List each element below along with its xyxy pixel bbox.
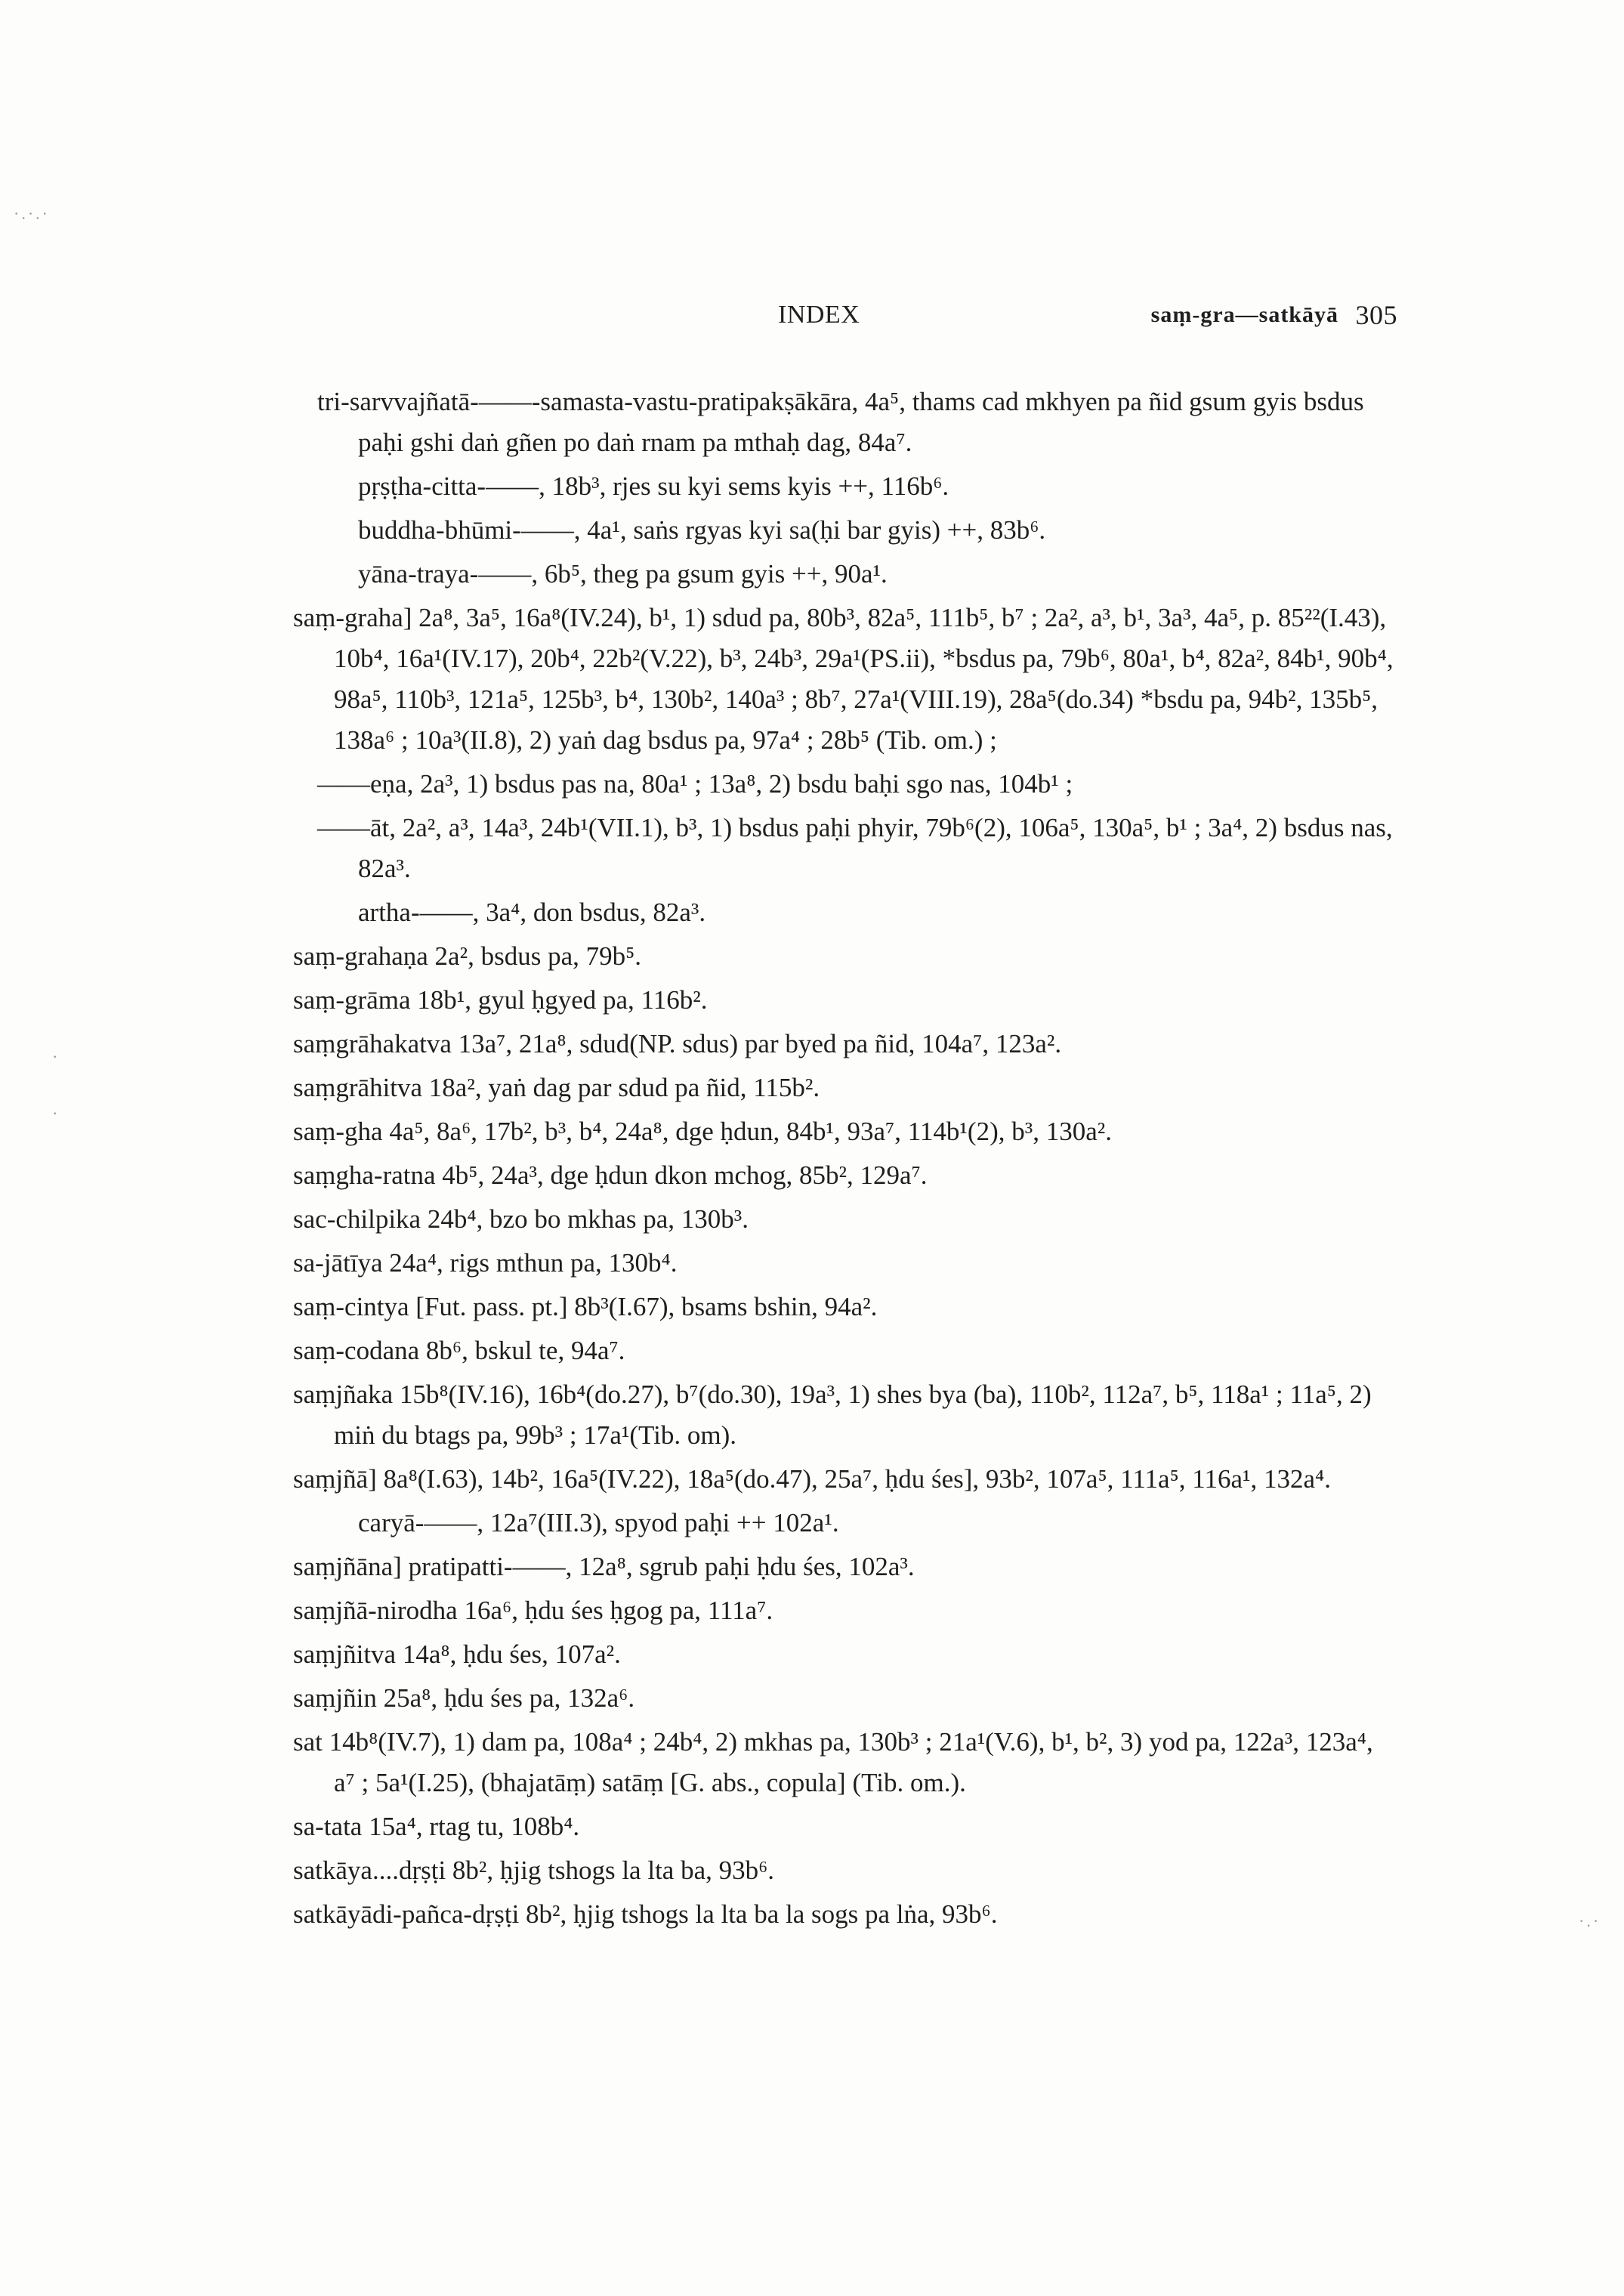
index-entry: artha-——, 3a⁴, don bsdus, 82a³.: [358, 898, 706, 927]
running-header: [778, 299, 1397, 335]
index-entry: tri-sarvvajñatā-——-samasta-vastu-pratipakṣākāra, 4a⁵, thams cad mkhyen pa ñid gsum gyis bsdus paḥi gshi daṅ gñen po daṅ rnam pa mthaḥ dag, 84a⁷.: [317, 387, 1364, 457]
index-entry: saṃjñitva 14a⁸, ḥdu śes, 107a².: [293, 1639, 621, 1669]
header-entry-range: saṃ-gra—satkāyā: [1150, 302, 1338, 327]
index-entry: saṃjñaka 15b⁸(IV.16), 16b⁴(do.27), b⁷(do.30), 19a³, 1) shes bya (ba), 110b², 112a⁷, b⁵, 118a¹ ; 11a⁵, 2) miṅ du btags pa, 99b³ ; 17a¹(Tib. om).: [293, 1380, 1372, 1450]
index-entry: ——eṇa, 2a³, 1) bsdus pas na, 80a¹ ; 13a⁸, 2) bsdu baḥi sgo nas, 104b¹ ;: [317, 769, 1073, 799]
index-entry: saṃgrāhitva 18a², yaṅ dag par sdud pa ñid, 115b².: [293, 1073, 820, 1102]
index-entry: saṃjñā] 8a⁸(I.63), 14b², 16a⁵(IV.22), 18a⁵(do.47), 25a⁷, ḥdu śes], 93b², 107a⁵, 111a⁵, 116a¹, 132a⁴.: [293, 1464, 1332, 1494]
index-entry: saṃ-codana 8b⁶, bskul te, 94a⁷.: [293, 1336, 625, 1365]
index-entry: satkāya....dṛṣṭi 8b², ḥjig tshogs la lta ba, 93b⁶.: [293, 1856, 775, 1885]
header-section-title: INDEX: [778, 301, 860, 329]
index-entry: saṃ-grahaṇa 2a², bsdus pa, 79b⁵.: [293, 941, 642, 971]
index-entry: buddha-bhūmi-——, 4a¹, saṅs rgyas kyi sa(ḥi bar gyis) ++, 83b⁶.: [358, 515, 1046, 545]
index-entry: yāna-traya-——, 6b⁵, theg pa gsum gyis ++, 90a¹.: [358, 559, 888, 589]
index-entry: saṃ-gha 4a⁵, 8a⁶, 17b², b³, b⁴, 24a⁸, dge ḥdun, 84b¹, 93a⁷, 114b¹(2), b³, 130a².: [293, 1117, 1113, 1146]
scan-speck: .: [53, 1043, 60, 1061]
scan-speck: ·.·: [1579, 1911, 1601, 1930]
index-entry: satkāyādi-pañca-dṛṣṭi 8b², ḥjig tshogs la lta ba la sogs pa lṅa, 93b⁶.: [293, 1899, 998, 1929]
index-entry: saṃgrāhakatva 13a⁷, 21a⁸, sdud(NP. sdus) par byed pa ñid, 104a⁷, 123a².: [293, 1029, 1062, 1058]
index-entry: ——āt, 2a², a³, 14a³, 24b¹(VII.1), b³, 1) bsdus paḥi phyir, 79b⁶(2), 106a⁵, 130a⁵, b¹ ; 3a⁴, 2) bsdus nas, 82a³.: [317, 813, 1393, 883]
index-entry: saṃjñin 25a⁸, ḥdu śes pa, 132a⁶.: [293, 1683, 635, 1713]
index-entry: saṃ-cintya [Fut. pass. pt.] 8b³(I.67), bsams bshin, 94a².: [293, 1292, 878, 1321]
index-entry: pṛṣṭha-citta-——, 18b³, rjes su kyi sems kyis ++, 116b⁶.: [358, 471, 949, 501]
index-entry: sa-jātīya 24a⁴, rigs mthun pa, 130b⁴.: [293, 1248, 678, 1278]
index-entry: saṃ-graha] 2a⁸, 3a⁵, 16a⁸(IV.24), b¹, 1) sdud pa, 80b³, 82a⁵, 111b⁵, b⁷ ; 2a², a³, b¹, 3a³, 4a⁵, p. 85²²(I.43), 10b⁴, 16a¹(IV.17), 20b⁴, 22b²(V.22), b³, 24b³, 29a¹(PS.ii), *bsdus pa, 79b⁶, 80a¹, b⁴, 82a², 84b¹, 90b⁴, 98a⁵, 110b³, 121a⁵, 125b³, b⁴, 130b², 140a³ ; 8b⁷, 27a¹(VIII.19), 28a⁵(do.34) *bsdu pa, 94b², 135b⁵, 138a⁶ ; 10a³(II.8), 2) yaṅ dag bsdus pa, 97a⁴ ; 28b⁵ (Tib. om.) ;: [293, 603, 1394, 755]
index-entry: sa-tata 15a⁴, rtag tu, 108b⁴.: [293, 1812, 580, 1841]
index-entry: saṃjñā-nirodha 16a⁶, ḥdu śes ḥgog pa, 111a⁷.: [293, 1596, 773, 1625]
page-number: 305: [1355, 300, 1397, 330]
index-entry: saṃjñāna] pratipatti-——, 12a⁸, sgrub paḥi ḥdu śes, 102a³.: [293, 1552, 915, 1581]
scan-speck: .: [53, 1099, 60, 1118]
index-entry: sat 14b⁸(IV.7), 1) dam pa, 108a⁴ ; 24b⁴, 2) mkhas pa, 130b³ ; 21a¹(V.6), b¹, b², 3) yod pa, 122a³, 123a⁴, a⁷ ; 5a¹(I.25), (bhajatāṃ) satāṃ [G. abs., copula] (Tib. om.).: [293, 1727, 1373, 1797]
scan-speck: ·.·.·: [14, 204, 50, 223]
index-entry: saṃ-grāma 18b¹, gyul ḥgyed pa, 116b².: [293, 985, 708, 1015]
index-entry: sac-chilpika 24b⁴, bzo bo mkhas pa, 130b³.: [293, 1204, 749, 1234]
index-entry: saṃgha-ratna 4b⁵, 24a³, dge ḥdun dkon mchog, 85b², 129a⁷.: [293, 1160, 928, 1190]
index-entry: caryā-——, 12a⁷(III.3), spyod paḥi ++ 102a¹.: [358, 1508, 839, 1537]
index-entries: [293, 382, 1397, 1938]
